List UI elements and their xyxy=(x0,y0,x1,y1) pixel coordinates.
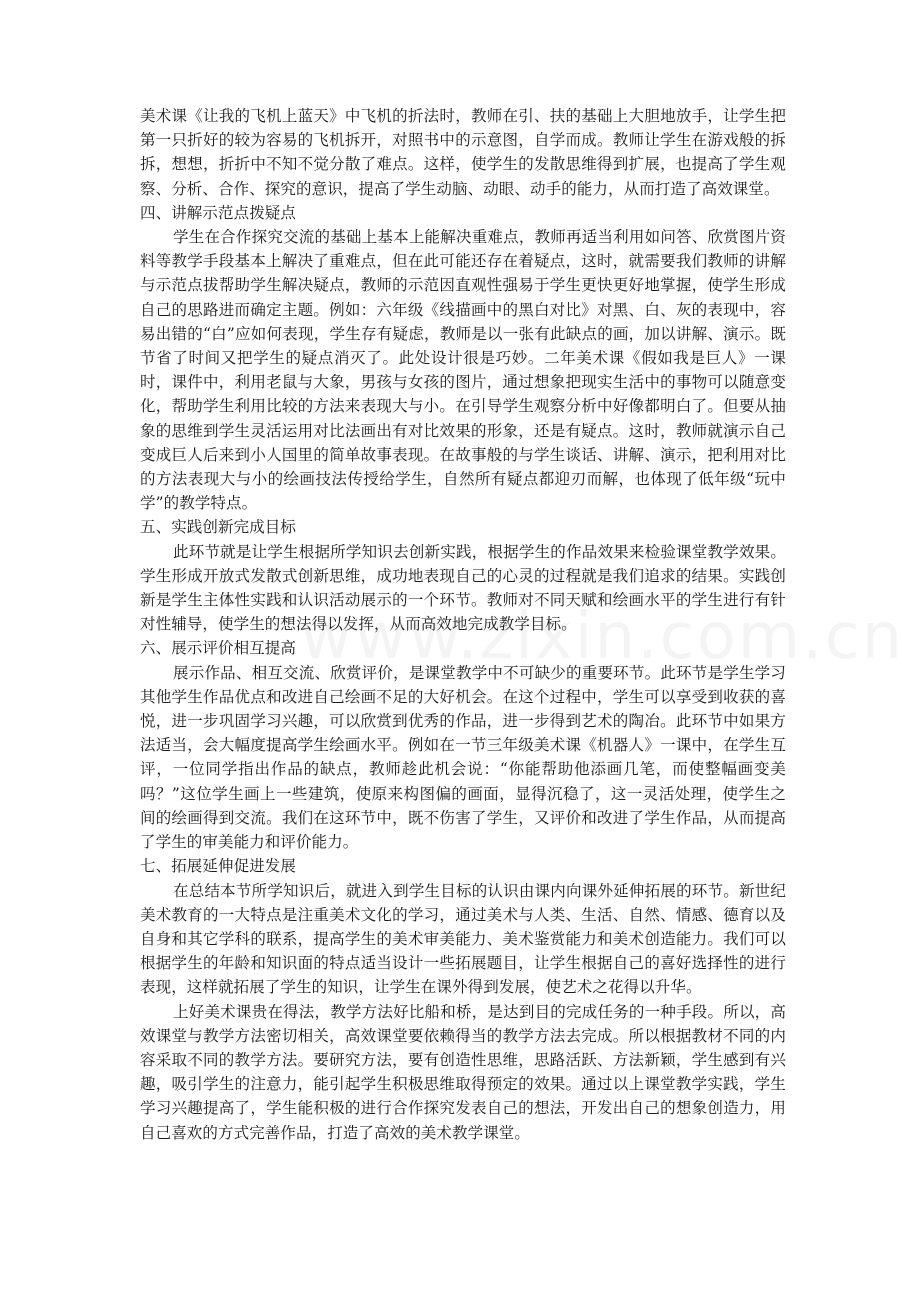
section-heading: 四、讲解示范点拨疑点 xyxy=(140,203,297,222)
document-body xyxy=(140,104,786,1145)
section-heading: 六、展示评价相互提高 xyxy=(140,639,297,658)
section-5 xyxy=(140,515,786,636)
conclusion-paragraph: 上好美术课贵在得法，教学方法好比船和桥，是达到目的完成任务的一种手段。所以，高效课堂与教学方法密切相关，高效课堂要依赖得当的教学方法去完成。所以根据教材不同的内容采取不同的教学方法。要研究方法，要有创造性思维，思路活跃、方法新颖，学生感到有兴趣，吸引学生的注意力，能引起学生积极思维取得预定的效果。通过以上课堂教学实践，学生学习兴趣提高了，学生能积极的进行合作探究发表自己的想法，开发出自己的想象创造力，用自己喜欢的方式完善作品，打造了高效的美术教学课堂。 xyxy=(140,1002,786,1142)
section-4 xyxy=(140,201,786,516)
section-heading: 五、实践创新完成目标 xyxy=(140,518,297,537)
section-paragraph: 学生在合作探究交流的基础上基本上能解决重难点，教师再适当利用如问答、欣赏图片资料等教学手段基本上解决了重难点，但在此可能还存在着疑点，这时，就需要我们教师的讲解与示范点拔帮助学生解决疑点，教师的示范因直观性强易于学生更快更好地掌握，使学生形成自己的思路进而确定主题。例如：六年级《线描画中的黑白对比》对黑、白、灰的表现中，容易出错的“白”应如何表现，学生存有疑虑，教师是以一张有此缺点的画，加以讲解、演示。既节省了时间又把学生的疑点消灭了。此处设计很是巧妙。二年美术课《假如我是巨人》一课时，课件中，利用老鼠与大象，男孩与女孩的图片，通过想象把现实生活中的事物可以随意变化，帮助学生利用比较的方法来表现大与小。在引导学生观察分析中好像都明白了。但要从抽象的思维到学生灵活运用对比法画出有对比效果的形象，还是有疑点。这时，教师就演示自己变成巨人后来到小人国里的简单故事表现。在故事般的与学生谈话、讲解、演示，把利用对比的方法表现大与小的绘画技法传授给学生，自然所有疑点都迎刃而解，也体现了低年级“玩中学”的教学特点。 xyxy=(140,228,786,513)
section-6 xyxy=(140,636,786,854)
section-paragraph: 此环节就是让学生根据所学知识去创新实践，根据学生的作品效果来检验课堂教学效果。学生形成开放式发散式创新思维，成功地表现自己的心灵的过程就是我们追求的结果。实践创新是学生主体性实践和认识活动展示的一个环节。教师对不同天赋和绘画水平的学生进行有针对性辅导，使学生的想法得以发挥，从而高效地完成教学目标。 xyxy=(140,542,786,634)
section-heading: 七、拓展延伸促进发展 xyxy=(140,857,297,876)
intro-paragraph: 美术课《让我的飞机上蓝天》中飞机的折法时，教师在引、扶的基础上大胆地放手，让学生把第一只折好的较为容易的飞机拆开，对照书中的示意图，自学而成。教师让学生在游戏般的拆拆，想想，折折中不知不觉分散了难点。这样，使学生的发散思维得到扩展，也提高了学生观察、分析、合作、探究的意识，提高了学生动脑、动眼、动手的能力，从而打造了高效课堂。 xyxy=(140,107,786,198)
section-paragraph: 在总结本节所学知识后，就进入到学生目标的认识由课内向课外延伸拓展的环节。新世纪美术教育的一大特点是注重美术文化的学习，通过美术与人类、生活、自然、情感、德育以及自身和其它学科的联系，提高学生的美术审美能力、美术鉴赏能力和美术创造能力。我们可以根据学生的年龄和知识面的特点适当设计一些拓展题目，让学生根据自己的喜好选择性的进行表现，这样就拓展了学生的知识，让学生在课外得到发展，使艺术之花得以升华。 xyxy=(140,881,786,997)
section-7 xyxy=(140,854,786,1144)
section-paragraph: 展示作品、相互交流、欣赏评价，是课堂教学中不可缺少的重要环节。此环节是学生学习其他学生作品优点和改进自己绘画不足的大好机会。在这个过程中，学生可以享受到收获的喜悦，进一步巩固学习兴趣，可以欣赏到优秀的作品，进一步得到艺术的陶冶。此环节中如果方法适当，会大幅度提高学生绘画水平。例如在一节三年级美术课《机器人》一课中，在学生互评，一位同学指出作品的缺点，教师趁此机会说：“你能帮助他添画几笔，而使整幅画变美吗？”这位学生画上一些建筑，使原来构图偏的画面，显得沉稳了，这一灵活处理，使学生之间的绘画得到交流。我们在这环节中，既不伤害了学生，又评价和改进了学生作品，从而提高了学生的审美能力和评价能力。 xyxy=(140,663,786,852)
